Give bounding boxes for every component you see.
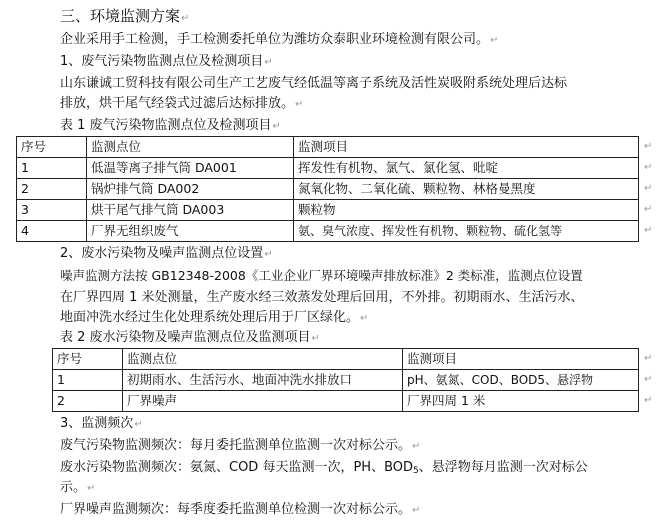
- table-cell: 氮氧化物、二氧化硫、颗粒物、林格曼黑度: [294, 179, 639, 200]
- table-1-caption: 表 1 废气污染物监测点位及检测项目↵: [60, 118, 281, 133]
- row-end-mark: ↵: [644, 225, 653, 236]
- table-cell: 颗粒物: [294, 200, 639, 221]
- subsection-2-title: 2、废水污染物及噪声监测点位设置↵: [60, 246, 273, 261]
- table-cell: 4: [17, 221, 87, 242]
- table-cell: 厂界噪声: [123, 391, 403, 412]
- frequency-noise: 厂界噪声监测频次：每季度委托监测单位检测一次对标公示。↵: [60, 502, 421, 517]
- frequency-water-line-1: 废水污染物监测频次：氨氮、COD 每天监测一次，PH、$BOD_5$、悬浮物每月监测一次对标公: [60, 460, 588, 476]
- table-cell: 监测项目: [294, 137, 639, 158]
- table-2-header-row: [53, 349, 639, 370]
- table-cell: 监测点位: [87, 137, 294, 158]
- table-cell: 1: [17, 158, 87, 179]
- row-end-mark: ↵: [644, 395, 653, 406]
- subsection-2-paragraph-line-1: 噪声监测方法按 GB12348-2008《工业企业厂界环境噪声排放标准》2 类标准，监测点位设置: [60, 268, 583, 283]
- subsection-3-title: 3、监测频次↵: [60, 416, 143, 431]
- table-cell: 序号: [17, 137, 87, 158]
- subsection-1-title: 1、废气污染物监测点位及检测项目↵: [60, 54, 273, 69]
- subsection-2-paragraph-line-3: 地面冲洗水经过生化处理系统处理后用于厂区绿化。↵: [60, 310, 369, 325]
- table-2: [52, 348, 639, 412]
- section-title: 三、环境监测方案↵: [60, 7, 190, 25]
- table-cell: pH、氨氮、COD、BOD5、悬浮物: [403, 370, 639, 391]
- table-row: [17, 179, 639, 200]
- row-end-mark: ↵: [644, 183, 653, 194]
- table-1: [16, 136, 639, 242]
- subsection-2-paragraph-line-2: 在厂界四周 1 米处测量，生产废水经三效蒸发处理后回用，不外排。初期雨水、生活污水、: [60, 290, 584, 305]
- table-cell: 厂界无组织废气: [87, 221, 294, 242]
- subsection-1-paragraph-line-1: 山东谦诚工贸科技有限公司生产工艺废气经低温等离子系统及活性炭吸附系统处理后达标: [60, 76, 568, 91]
- table-cell: 序号: [53, 349, 123, 370]
- table-cell: 低温等离子排气筒 DA001: [87, 158, 294, 179]
- table-cell: 监测项目: [403, 349, 639, 370]
- frequency-gas: 废气污染物监测频次：每月委托监测单位监测一次对标公示。↵: [60, 438, 421, 453]
- table-cell: 锅炉排气筒 DA002: [87, 179, 294, 200]
- table-row: [53, 370, 639, 391]
- table-1-header-row: [17, 137, 639, 158]
- row-end-mark: ↵: [644, 141, 653, 152]
- row-end-mark: ↵: [644, 162, 653, 173]
- table-cell: 1: [53, 370, 123, 391]
- table-cell: 初期雨水、生活污水、地面冲洗水排放口: [123, 370, 403, 391]
- row-end-mark: ↵: [644, 353, 653, 364]
- table-cell: 挥发性有机物、氯气、氯化氢、吡啶: [294, 158, 639, 179]
- row-end-mark: ↵: [644, 204, 653, 215]
- table-cell: 监测点位: [123, 349, 403, 370]
- table-cell: 烘干尾气排气筒 DA003: [87, 200, 294, 221]
- subsection-1-paragraph-line-2: 排放，烘干尾气经袋式过滤后达标排放。↵: [60, 96, 304, 111]
- table-cell: 厂界四周 1 米: [403, 391, 639, 412]
- table-2-caption: 表 2 废水污染物及噪声监测点位及监测项目↵: [60, 330, 320, 345]
- frequency-water-line-2: 示。↵: [60, 480, 96, 495]
- table-cell: 3: [17, 200, 87, 221]
- intro-paragraph: 企业采用手工检测，手工检测委托单位为潍坊众泰职业环境检测有限公司。↵: [60, 32, 499, 47]
- table-cell: 2: [53, 391, 123, 412]
- table-cell: 2: [17, 179, 87, 200]
- row-end-mark: ↵: [644, 374, 653, 385]
- table-cell: 氨、臭气浓度、挥发性有机物、颗粒物、硫化氢等: [294, 221, 639, 242]
- table-row: [17, 221, 639, 242]
- table-row: [53, 391, 639, 412]
- table-row: [17, 158, 639, 179]
- table-row: [17, 200, 639, 221]
